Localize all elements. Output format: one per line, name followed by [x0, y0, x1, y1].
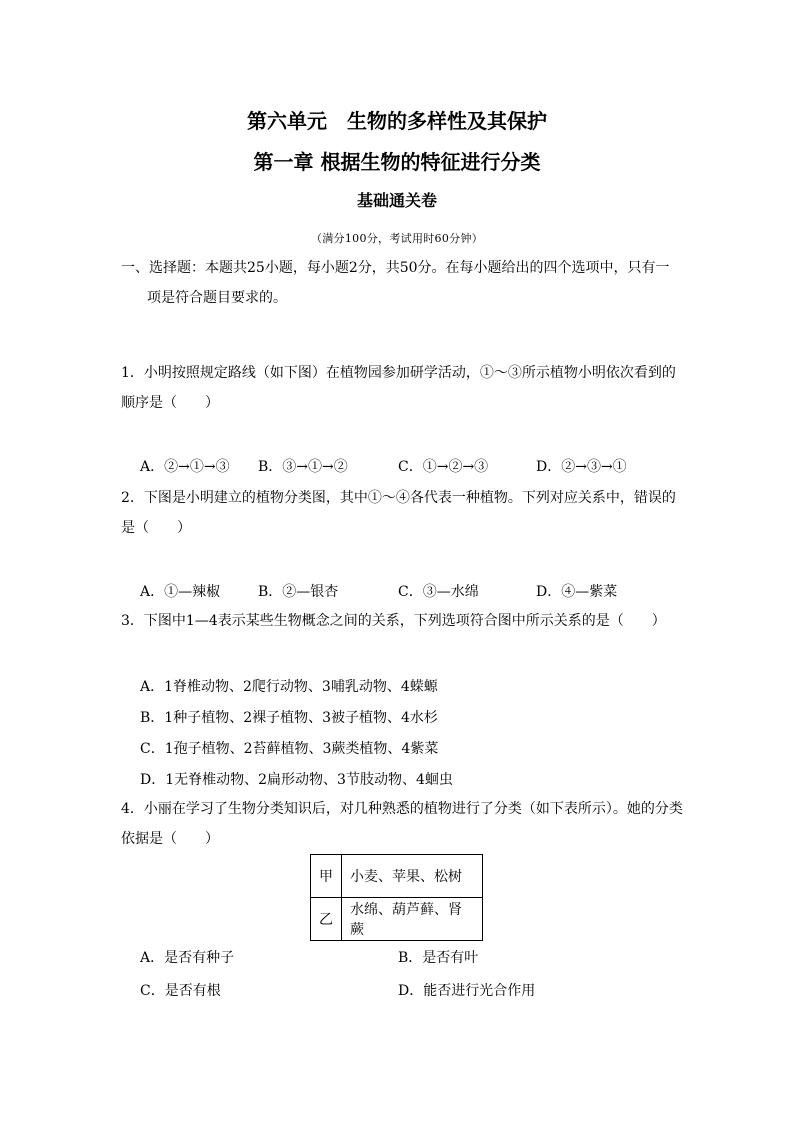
score-time-note: （满分100分，考试用时60分钟） [310, 232, 484, 245]
question-4-option-c[interactable]: C．是否有根 [140, 983, 221, 999]
section-instructions-line1: 一、选择题：本题共25小题，每小题2分，共50分。在每小题给出的四个选项中，只有一 [121, 260, 670, 276]
question-2-option-d[interactable]: D．④—紫菜 [536, 584, 618, 600]
question-2-option-b[interactable]: B．②—银杏 [258, 584, 339, 600]
question-1-stem-line2: 顺序是（ ） [121, 395, 219, 411]
group-label: 甲 [311, 855, 342, 898]
question-2-option-a[interactable]: A．①—辣椒 [140, 584, 221, 600]
group-plants: 小麦、苹果、松树 [342, 855, 483, 898]
chapter-title: 第一章 根据生物的特征进行分类 [253, 150, 541, 174]
group-label: 乙 [311, 898, 342, 941]
question-3-option-d[interactable]: D．1无脊椎动物、2扁形动物、3节肢动物、4蛔虫 [140, 772, 453, 788]
question-4-option-a[interactable]: A．是否有种子 [140, 950, 235, 966]
table-row [311, 855, 483, 898]
question-1-option-d[interactable]: D．②→③→① [536, 459, 627, 475]
question-2-stem-line2: 是（ ） [121, 520, 191, 536]
question-1-option-a[interactable]: A．②→①→③ [140, 459, 230, 475]
unit-title: 第六单元 生物的多样性及其保护 [247, 109, 547, 133]
question-3-stem-line1: 3．下图中1—4表示某些生物概念之间的关系，下列选项符合图中所示关系的是（ ） [121, 613, 666, 629]
question-2-stem-line1: 2．下图是小明建立的植物分类图，其中①～④各代表一种植物。下列对应关系中，错误的 [121, 490, 676, 506]
question-3-option-c[interactable]: C．1孢子植物、2苔藓植物、3蕨类植物、4紫菜 [140, 741, 439, 757]
question-4-stem-line2: 依据是（ ） [121, 831, 219, 847]
section-instructions-line2: 项是符合题目要求的。 [147, 290, 287, 306]
group-plants: 水绵、葫芦藓、肾蕨 [342, 898, 483, 941]
table-row [311, 898, 483, 941]
question-1-option-b[interactable]: B．③→①→② [258, 459, 348, 475]
question-3-option-b[interactable]: B．1种子植物、2裸子植物、3被子植物、4水杉 [140, 710, 438, 726]
classification-table [310, 854, 483, 941]
question-4-option-b[interactable]: B．是否有叶 [398, 950, 479, 966]
question-3-option-a[interactable]: A．1脊椎动物、2爬行动物、3哺乳动物、4蝾螈 [140, 679, 438, 695]
question-1-option-c[interactable]: C．①→②→③ [398, 459, 489, 475]
paper-title: 基础通关卷 [356, 191, 437, 210]
question-4-stem-line1: 4．小丽在学习了生物分类知识后，对几种熟悉的植物进行了分类（如下表所示）。她的分类 [121, 801, 683, 817]
question-4-option-d[interactable]: D．能否进行光合作用 [398, 983, 536, 999]
question-2-option-c[interactable]: C．③—水绵 [398, 584, 479, 600]
question-1-stem-line1: 1．小明按照规定路线（如下图）在植物园参加研学活动，①～③所示植物小明依次看到的 [121, 365, 676, 381]
